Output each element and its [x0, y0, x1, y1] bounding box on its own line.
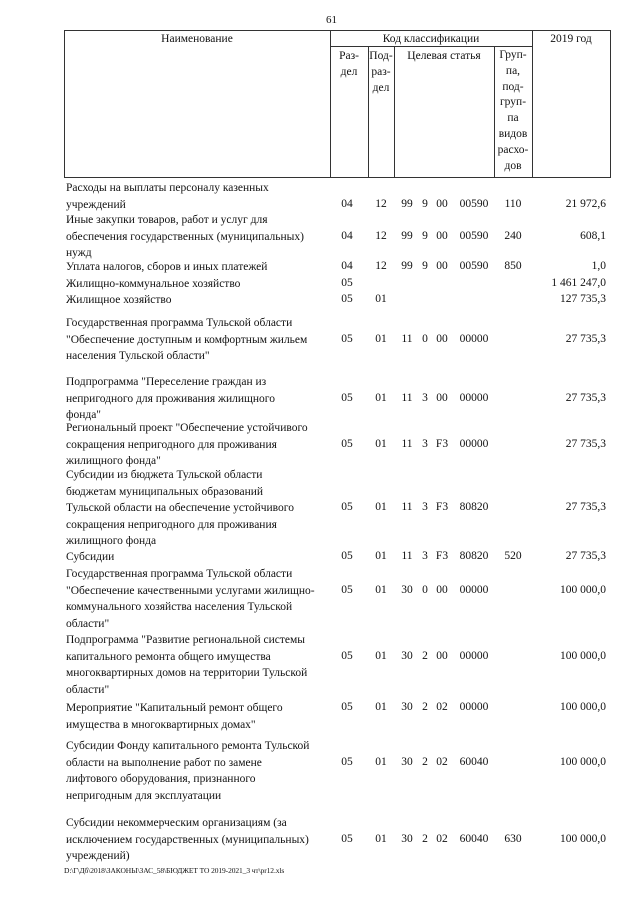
podrazdel-code: 01: [375, 832, 387, 845]
event-code: 02: [436, 701, 448, 713]
event-code: 00: [436, 391, 448, 404]
podrazdel-code: 01: [375, 755, 387, 768]
header-gruppa: Груп- па, под- груп- па видов расхо- дов: [497, 49, 529, 172]
direction-code: 60040: [459, 755, 489, 768]
subprogram-code: 0: [422, 332, 428, 345]
razdel-code: 05: [341, 293, 353, 305]
amount-2019: 100 000,0: [560, 755, 606, 768]
row-name: Расходы на выплаты персоналу казенных учреждений: [66, 182, 269, 211]
subprogram-code: 3: [422, 550, 428, 562]
row-name: Субсидии некоммерческим организациям (за исключением государственных (муниципальных) учреждений): [66, 817, 309, 863]
amount-2019: 27 735,3: [565, 501, 606, 514]
expense-type-code: 520: [504, 550, 522, 562]
page-number: 61: [326, 14, 337, 26]
amount-2019: 100 000,0: [560, 832, 606, 845]
event-code: 00: [436, 229, 448, 242]
razdel-code: 05: [341, 277, 353, 289]
razdel-code: 05: [341, 701, 353, 713]
program-code: 30: [401, 649, 413, 662]
razdel-code: 04: [341, 260, 353, 272]
amount-2019: 27 735,3: [565, 391, 606, 404]
expense-type-code: 850: [504, 260, 522, 272]
podrazdel-code: 12: [375, 197, 387, 210]
podrazdel-code: 01: [375, 649, 387, 662]
podrazdel-code: 12: [375, 260, 387, 272]
header-celevaya: Целевая статья: [407, 50, 481, 62]
podrazdel-code: 01: [375, 332, 387, 345]
header-name: Наименование: [161, 33, 233, 45]
razdel-code: 05: [341, 332, 353, 345]
amount-2019: 127 735,3: [560, 293, 606, 305]
amount-2019: 100 000,0: [560, 583, 606, 596]
row-name: Государственная программа Тульской области "Обеспечение доступным и комфортным жильем населения Тульской области": [66, 317, 308, 363]
direction-code: 00000: [459, 437, 489, 450]
razdel-code: 05: [341, 755, 353, 768]
program-code: 30: [401, 832, 413, 845]
subprogram-code: 3: [422, 501, 428, 514]
program-code: 30: [401, 755, 413, 768]
event-code: 00: [436, 260, 448, 272]
program-code: 11: [401, 391, 413, 404]
header-code: Код классификации: [382, 33, 480, 45]
subprogram-code: 0: [422, 583, 428, 596]
program-code: 99: [401, 229, 413, 242]
amount-2019: 1,0: [591, 260, 606, 272]
row-name: Уплата налогов, сборов и иных платежей: [66, 261, 268, 273]
direction-code: 00590: [459, 260, 489, 272]
program-code: 11: [401, 332, 413, 345]
podrazdel-code: 01: [375, 437, 387, 450]
razdel-code: 04: [341, 197, 353, 210]
row-name: Подпрограмма "Переселение граждан из непригодного для проживания жилищного фонда": [66, 376, 275, 422]
direction-code: 00000: [459, 701, 489, 713]
subprogram-code: 9: [422, 197, 428, 210]
podrazdel-code: 01: [375, 701, 387, 713]
row-name: Субсидии: [66, 551, 115, 563]
row-name: Региональный проект "Обеспечение устойчивого сокращения непригодного для проживания жилищного фонда": [66, 422, 308, 468]
razdel-code: 05: [341, 437, 353, 450]
amount-2019: 1 461 247,0: [551, 277, 606, 289]
podrazdel-code: 01: [375, 550, 387, 562]
event-code: 00: [436, 332, 448, 345]
podrazdel-code: 01: [375, 583, 387, 596]
expense-type-code: 630: [504, 832, 522, 845]
razdel-code: 04: [341, 229, 353, 242]
podrazdel-code: 01: [375, 391, 387, 404]
program-code: 99: [401, 197, 413, 210]
direction-code: 80820: [459, 550, 489, 562]
podrazdel-code: 12: [375, 229, 387, 242]
row-name: Жилищное хозяйство: [66, 294, 172, 306]
subprogram-code: 3: [422, 437, 428, 450]
row-name: Подпрограмма "Развитие региональной системы капитального ремонта общего имущества многоквартирных домов на территории Тульской области": [66, 634, 308, 696]
expense-type-code: 240: [504, 229, 522, 242]
program-code: 11: [401, 550, 413, 562]
header-podrazdel: Под- раз- дел: [369, 50, 393, 94]
event-code: F3: [435, 437, 449, 450]
podrazdel-code: 01: [375, 501, 387, 514]
podrazdel-code: 01: [375, 293, 387, 305]
row-name: Субсидии из бюджета Тульской области бюджетам муниципальных образований Тульской области на обеспечение устойчивого сокращения непригодного для проживания жилищного фонда: [66, 469, 294, 548]
amount-2019: 27 735,3: [565, 332, 606, 345]
program-code: 30: [401, 583, 413, 596]
razdel-code: 05: [341, 391, 353, 404]
subprogram-code: 9: [422, 260, 428, 272]
program-code: 99: [401, 260, 413, 272]
razdel-code: 05: [341, 583, 353, 596]
amount-2019: 100 000,0: [560, 649, 606, 662]
row-name: Государственная программа Тульской области "Обеспечение качественными услугами жилищно- коммунального хозяйства населения Тульской области": [66, 568, 315, 630]
subprogram-code: 2: [422, 649, 428, 662]
expense-type-code: 110: [504, 197, 522, 210]
subprogram-code: 2: [422, 701, 428, 713]
row-name: Иные закупки товаров, работ и услуг для обеспечения государственных (муниципальных) нужд: [66, 214, 304, 260]
amount-2019: 608,1: [580, 229, 606, 242]
direction-code: 00000: [459, 583, 489, 596]
subprogram-code: 2: [422, 755, 428, 768]
event-code: 00: [436, 649, 448, 662]
amount-2019: 100 000,0: [560, 701, 606, 713]
event-code: 00: [436, 583, 448, 596]
razdel-code: 05: [341, 832, 353, 845]
event-code: 02: [436, 832, 448, 845]
program-code: 11: [401, 501, 413, 514]
direction-code: 00000: [459, 649, 489, 662]
subprogram-code: 2: [422, 832, 428, 845]
program-code: 11: [401, 437, 413, 450]
row-name: Мероприятие "Капитальный ремонт общего имущества в многоквартирных домах": [66, 702, 283, 731]
direction-code: 00000: [459, 332, 489, 345]
program-code: 30: [401, 701, 413, 713]
direction-code: 60040: [459, 832, 489, 845]
row-name: Жилищно-коммунальное хозяйство: [66, 278, 241, 290]
razdel-code: 05: [341, 550, 353, 562]
row-name: Субсидии Фонду капитального ремонта Тульской области на выполнение работ по замене лифтового оборудования, признанного непригодным для эксплуатации: [66, 740, 310, 802]
event-code: 00: [436, 197, 448, 210]
file-path-footer: D:\Г\Дб\2018\ЗАКОНЫ\ЗАС_58\БЮДЖЕТ ТО 2019-2021_3 чт\pr12.xls: [64, 866, 285, 875]
event-code: F3: [435, 550, 449, 562]
razdel-code: 05: [341, 649, 353, 662]
direction-code: 00590: [459, 197, 489, 210]
amount-2019: 27 735,3: [565, 550, 606, 562]
direction-code: 80820: [459, 501, 489, 514]
amount-2019: 21 972,6: [565, 197, 606, 210]
direction-code: 00590: [459, 229, 489, 242]
amount-2019: 27 735,3: [565, 437, 606, 450]
direction-code: 00000: [459, 391, 489, 404]
subprogram-code: 3: [422, 391, 428, 404]
header-razdel: Раз- дел: [339, 50, 359, 78]
header-year: 2019 год: [550, 33, 592, 45]
subprogram-code: 9: [422, 229, 428, 242]
event-code: 02: [436, 755, 448, 768]
razdel-code: 05: [341, 501, 353, 514]
event-code: F3: [435, 501, 449, 514]
